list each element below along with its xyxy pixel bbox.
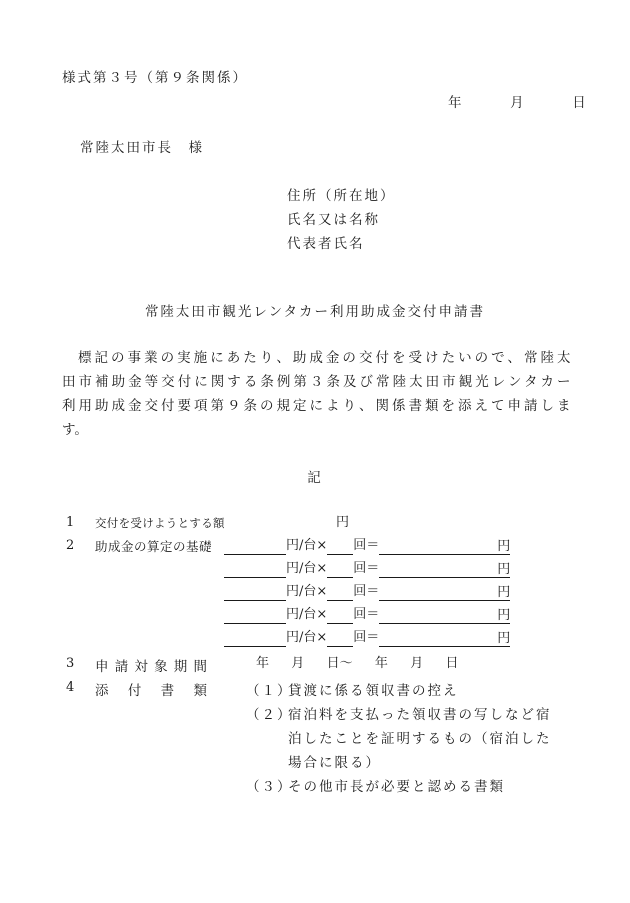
body-line-1: 標記の事業の実施にあたり、助成金の交付を受けたいので、常陸太 (78, 350, 572, 366)
period-day-to: 日 (445, 656, 459, 671)
amount-blank[interactable] (224, 632, 286, 647)
unit-per-car: 円/台× (286, 538, 328, 553)
yen-unit: 円 (497, 562, 511, 577)
times-blank[interactable] (327, 609, 353, 624)
item2-label: 助成金の算定の基礎 (95, 539, 213, 554)
body-line-3: 利用助成金交付要項第９条の規定により、関係書類を添えて申請しま (62, 398, 572, 414)
body-line-4: す。 (62, 422, 88, 438)
unit-per-car: 円/台× (286, 561, 328, 576)
item3-number: 3 (66, 656, 75, 671)
date-month: 月 (510, 95, 526, 111)
body-line-2: 田市補助金等交付に関する条例第３条及び常陸太田市観光レンタカー (62, 374, 572, 390)
calc-row (224, 583, 510, 601)
calc-row (224, 606, 510, 624)
period-year-to: 年 (374, 656, 388, 671)
times-blank[interactable] (327, 563, 353, 578)
item2-number: 2 (66, 538, 75, 553)
ki-heading: 記 (307, 470, 323, 486)
calc-row (224, 560, 510, 578)
address-label: 住所（所在地） (287, 188, 396, 204)
doc2-number: （２） (246, 707, 293, 723)
item4-label: 添付書類 (95, 683, 207, 699)
doc3-text: その他市長が必要と認める書類 (288, 779, 505, 795)
period-line (256, 655, 459, 673)
times-blank[interactable] (327, 586, 353, 601)
amount-blank[interactable] (224, 540, 286, 555)
addressee: 常陸太田市長 様 (80, 140, 204, 156)
yen-unit: 円 (497, 585, 511, 600)
item1-number: 1 (66, 515, 75, 530)
times-equals: 回＝ (353, 607, 380, 622)
period-year: 年 (256, 656, 270, 671)
item1-unit: 円 (336, 515, 350, 530)
period-day-from: 日～ (326, 656, 353, 671)
yen-unit: 円 (497, 631, 511, 646)
doc3-number: （３） (246, 779, 293, 795)
amount-blank[interactable] (224, 586, 286, 601)
date-year: 年 (448, 95, 464, 111)
doc2-text-line2: 泊したことを証明するもの（宿泊した (288, 731, 552, 747)
calc-row (224, 537, 510, 555)
total-blank[interactable] (379, 586, 497, 601)
doc1-number: （１） (246, 683, 293, 699)
doc2-text-line1: 宿泊料を支払った領収書の写しなど宿 (288, 707, 552, 723)
yen-unit: 円 (497, 608, 511, 623)
calc-row (224, 629, 510, 647)
times-equals: 回＝ (353, 538, 380, 553)
total-blank[interactable] (379, 540, 497, 555)
unit-per-car: 円/台× (286, 630, 328, 645)
doc2-text-line3: 場合に限る） (288, 755, 381, 771)
total-blank[interactable] (379, 563, 497, 578)
times-equals: 回＝ (353, 630, 380, 645)
times-equals: 回＝ (353, 584, 380, 599)
total-blank[interactable] (379, 632, 497, 647)
yen-unit: 円 (497, 539, 511, 554)
doc1-text: 貸渡に係る領収書の控え (288, 683, 459, 699)
name-label: 氏名又は名称 (287, 212, 380, 228)
unit-per-car: 円/台× (286, 607, 328, 622)
period-month-to: 月 (410, 656, 424, 671)
amount-blank[interactable] (224, 609, 286, 624)
total-blank[interactable] (379, 609, 497, 624)
document-title: 常陸太田市観光レンタカー利用助成金交付申請書 (144, 304, 486, 320)
representative-label: 代表者氏名 (287, 236, 365, 252)
item3-label: 申請対象期間 (95, 659, 207, 675)
item4-number: 4 (66, 680, 75, 695)
times-blank[interactable] (327, 632, 353, 647)
date-day: 日 (572, 95, 588, 111)
amount-blank[interactable] (224, 563, 286, 578)
form-number: 様式第３号（第９条関係） (62, 70, 248, 86)
unit-per-car: 円/台× (286, 584, 328, 599)
item1-label: 交付を受けようとする額 (95, 516, 225, 530)
times-blank[interactable] (327, 540, 353, 555)
date-line (448, 91, 588, 111)
period-month: 月 (291, 656, 305, 671)
times-equals: 回＝ (353, 561, 380, 576)
